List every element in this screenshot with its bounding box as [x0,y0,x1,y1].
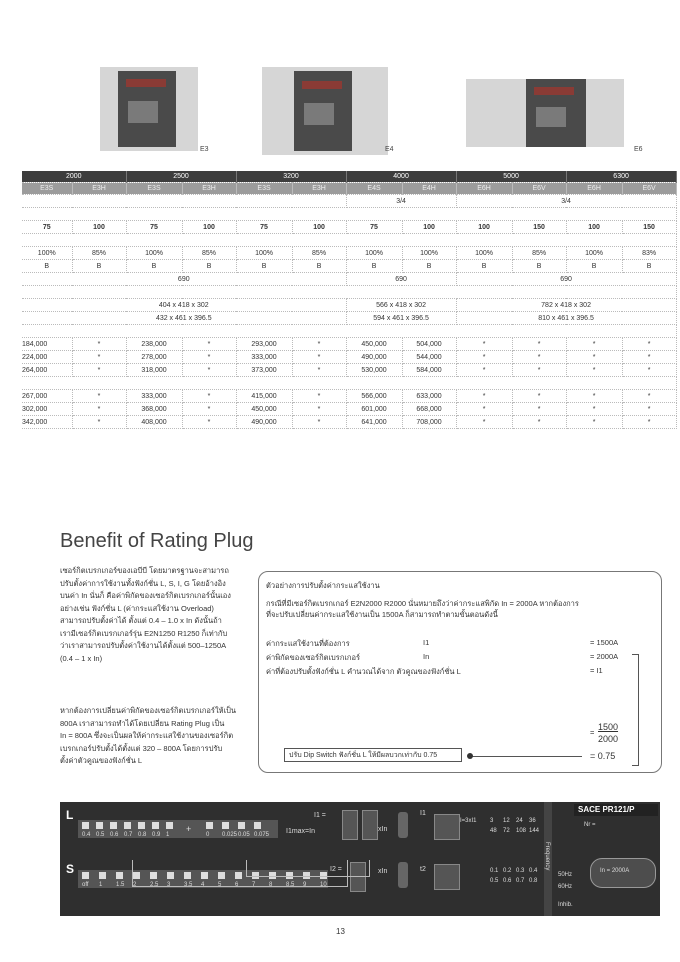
icu-cell: 100 [456,221,512,234]
ics-cell: 100% [346,247,402,260]
dip-switch[interactable] [82,822,89,829]
row3-value: = I1 [590,666,603,675]
price-cell: 504,000 [402,338,456,351]
ics-cell: 83% [622,247,676,260]
cycles-row [22,273,676,286]
blank-row [22,234,676,247]
icu-cell: 75 [126,221,182,234]
s-scale-label: 7 [252,882,256,888]
t1-value-label: 12 [503,818,510,824]
i1-xin-label: xIn [378,826,388,833]
row2-value: = 2000A [590,652,619,661]
paragraph-line: เซอร์กิตเบรกเกอร์ของเอบีบี โดยมาตรฐานจะสามารถ [60,566,229,575]
dip-switch[interactable] [254,822,261,829]
t1-value-label: 72 [503,828,510,834]
price-cell: 302,000 [22,403,72,416]
category-cell: B [236,260,292,273]
dip-switch[interactable] [138,822,145,829]
price-cell: 293,000 [236,338,292,351]
ics-cell: 100% [236,247,292,260]
price-cell: * [292,351,346,364]
poles-cell [22,195,346,208]
dims-fixed-cell: 566 x 418 x 302 [346,299,456,312]
paragraph-line: หากต้องการเปลี่ยนค่าพิกัดของเซอร์กิตเบรกเกอร์ให้เป็น [60,706,237,715]
price-cell: * [72,364,126,377]
price-cell: 408,000 [126,416,182,429]
paragraph-line: ว่าเราสามารถปรับตั้งค่าใช้งานได้ตั้งแต่ 500–1250A [60,641,227,650]
rating-header: 6300 [566,171,676,183]
price-row [22,364,676,377]
category-cell: B [126,260,182,273]
model-header: E3S [22,183,72,195]
icu-cell: 150 [622,221,676,234]
price-cell: 490,000 [236,416,292,429]
category-cell: B [566,260,622,273]
paragraph-line: สามารถปรับตั้งค่าได้ ตั้งแต่ 0.4 – 1.0 x In ดังนั้นถ้า [60,616,222,625]
poles-row [22,195,676,208]
i1-switch-b[interactable] [362,810,378,840]
icu-cell: 150 [512,221,566,234]
row-l-label: L [66,808,74,822]
blank-row [22,377,676,390]
category-cell: B [346,260,402,273]
model-header: E3H [72,183,126,195]
category-cell: B [292,260,346,273]
l-scale-label: 0.6 [110,832,119,838]
ics-cell: 85% [182,247,236,260]
dip-switch-note: ปรับ Dip Switch ฟังก์ชั่น L ให้มีผลบวกเท่ากับ 0.75 [289,752,438,759]
category-cell: B [512,260,566,273]
price-cell: * [566,351,622,364]
price-cell: 368,000 [126,403,182,416]
paragraph-line: 800A เราสามารถทำได้โดยเปลี่ยน Rating Plug เป็น [60,718,225,728]
poles-cell: 3/4 [456,195,676,208]
price-cell: * [622,416,676,429]
i1max-label: I1max=In [286,828,315,835]
dip-switch[interactable] [110,822,117,829]
price-cell: 544,000 [402,351,456,364]
price-cell: * [292,364,346,377]
i1-label: I1 = [314,812,326,819]
dip-switch[interactable] [124,822,131,829]
rating-header: 2500 [126,171,236,183]
model-header: E3S [126,183,182,195]
row1-value: = 1500A [590,638,619,647]
product-image-e4 [262,67,388,155]
price-cell: 601,000 [346,403,402,416]
blank-row [22,208,676,221]
product-image-e6 [466,79,624,147]
blank-cell [22,377,676,390]
row2-symbol: In [423,652,430,661]
icu-cell: 75 [346,221,402,234]
price-cell: 267,000 [22,390,72,403]
icu-cell: 75 [236,221,292,234]
s-scale-label: off [82,882,89,888]
price-cell: 333,000 [236,351,292,364]
category-cell: B [22,260,72,273]
row-s-label: S [66,862,75,876]
l-scale-label: 0.8 [138,832,147,838]
t1-value-label: 108 [516,828,527,834]
l-scale-label: 0.7 [124,832,133,838]
cycles-cell: 690 [22,273,346,286]
price-cell: * [182,403,236,416]
t2-value-label: 0.1 [490,868,499,874]
price-row [22,390,676,403]
i2-label: I2 = [330,866,342,873]
price-cell: * [456,390,512,403]
cycles-cell: 690 [346,273,456,286]
brand-label: SACE PR121/P [578,805,635,814]
s-scale-label: 3.5 [184,882,193,888]
dip-switch[interactable] [222,822,229,829]
ics-cell: 100% [456,247,512,260]
price-cell: 184,000 [22,338,72,351]
t2-value-label: 0.2 [503,868,512,874]
price-cell: * [182,338,236,351]
product-label-e4: E4 [385,146,394,153]
category-cell: B [72,260,126,273]
model-header: E3H [292,183,346,195]
paragraph-line: (0.4 – 1 x In) [60,653,103,663]
category-cell: B [456,260,512,273]
ics-cell: 100% [402,247,456,260]
s-scale-label: 2 [133,882,137,888]
price-cell: * [622,351,676,364]
dip-switch[interactable] [99,872,106,879]
price-row [22,416,676,429]
t2-value-label: 0.3 [516,868,525,874]
fraction-denominator: 2000 [598,734,619,744]
icu-cell: 100 [72,221,126,234]
price-cell: 450,000 [236,403,292,416]
frequency-label: Frequency [544,842,550,871]
s-scale-label: 8 [269,882,273,888]
price-cell: 415,000 [236,390,292,403]
icu-cell: 100 [292,221,346,234]
dims-fixed-row [22,299,676,312]
dip-arrow-line [470,756,582,757]
l-fine-label: 0.05 [238,832,250,838]
t1-switch[interactable] [434,814,460,840]
poles-cell: 3/4 [346,195,456,208]
price-cell: * [182,364,236,377]
dims-fixed-cell: 404 x 418 x 302 [22,299,346,312]
bracket-line [632,654,639,766]
dip-arrow-dot [467,753,473,759]
price-cell: * [456,403,512,416]
model-header-row [22,183,676,195]
nr-label: Nr = [584,822,596,828]
hz-50: 50Hz [558,872,573,878]
l-scale-label: 0.9 [152,832,161,838]
price-cell: 450,000 [346,338,402,351]
paragraph-line: In = 800A ซึ่งจะเป็นผลให้ค่ากระแสใช้งานของเซอร์กิต [60,731,234,740]
model-header: E6H [456,183,512,195]
dip-switch[interactable] [96,822,103,829]
t2-switch[interactable] [434,864,460,890]
ics-cell: 85% [512,247,566,260]
dip-switch[interactable] [116,872,123,879]
price-cell: * [292,338,346,351]
ics-cell: 85% [292,247,346,260]
s-scale-label: 4 [201,882,205,888]
price-cell: * [622,390,676,403]
product-label-e3: E3 [200,146,209,153]
example-heading: ตัวอย่างการปรับตั้งค่ากระแสใช้งาน [266,581,380,590]
paragraph-line: อย่างเช่น ฟังก์ชั่น L (ค่ากระแสใช้งาน Overload) [60,603,214,613]
rating-header: 2000 [22,171,126,183]
i1-right-label: I1 [420,810,426,817]
blank-row [22,286,676,299]
t2-value-label: 0.6 [503,878,512,884]
intro-paragraph [60,565,250,665]
price-cell: * [566,338,622,351]
s-led [398,862,408,888]
model-header: E3H [182,183,236,195]
dims-draw-cell: 810 x 461 x 396.5 [456,312,676,325]
price-cell: * [72,403,126,416]
product-image-e3 [100,67,198,151]
l-led [398,812,408,838]
blank-cell [22,325,676,338]
l-scale-label: 0.4 [82,832,91,838]
rating-header: 4000 [346,171,456,183]
dip-switch[interactable] [238,822,245,829]
price-cell: * [566,416,622,429]
price-cell: 633,000 [402,390,456,403]
fraction-equals: = [590,728,595,737]
paragraph-line: เรามีเซอร์กิตเบรกเกอร์รุ่น E2N1250 R1250 ก็เท่ากับ [60,628,228,638]
section-title: Benefit of Rating Plug [60,530,254,552]
price-row [22,403,676,416]
l-scale-label: 0.5 [96,832,105,838]
price-cell: * [622,364,676,377]
price-cell: * [456,338,512,351]
ics-cell: 100% [566,247,622,260]
dip-switch[interactable] [82,872,89,879]
price-cell: * [292,416,346,429]
price-cell: 318,000 [126,364,182,377]
s-scale-label: 6 [235,882,239,888]
price-cell: 238,000 [126,338,182,351]
price-cell: * [566,364,622,377]
price-cell: * [182,390,236,403]
price-cell: * [512,364,566,377]
l-fine-label: 0.025 [222,832,238,838]
t2-label: t2 [420,866,426,873]
blank-row [22,325,676,338]
plus-sign: + [186,824,192,834]
dip-switch[interactable] [152,822,159,829]
price-cell: 584,000 [402,364,456,377]
dims-draw-cell: 432 x 461 x 396.5 [22,312,346,325]
price-cell: * [566,403,622,416]
row1-label: ค่ากระแสใช้งานที่ต้องการ [266,639,350,648]
price-cell: * [622,403,676,416]
price-cell: * [456,416,512,429]
category-cell: B [402,260,456,273]
s-scale-label: 10 [320,882,327,888]
s-scale-label: 9 [303,882,307,888]
fraction-numerator: 1500 [598,722,619,732]
plug-paragraph [60,705,250,768]
row2-label: ค่าพิกัดของเซอร์กิตเบรกเกอร์ [266,653,361,662]
model-header: E6V [512,183,566,195]
price-cell: * [512,390,566,403]
row3-label: ค่าที่ต้องปรับตั้งฟังก์ชั่น L คำนวณได้จาก ตัวคูณของฟังก์ชั่น L [266,667,461,676]
dims-draw-row [22,312,676,325]
t1-label: I=3xI1 [460,818,477,824]
price-cell: 342,000 [22,416,72,429]
t1-value-label: 48 [490,828,497,834]
price-cell: * [72,390,126,403]
price-cell: * [512,351,566,364]
price-cell: * [512,403,566,416]
category-row [22,260,676,273]
price-cell: * [456,351,512,364]
cycles-cell: 690 [456,273,676,286]
ics-row [22,247,676,260]
price-cell: 373,000 [236,364,292,377]
trip-unit-panel [60,802,660,916]
icu-row [22,221,676,234]
rating-header: 5000 [456,171,566,183]
price-cell: 530,000 [346,364,402,377]
price-cell: * [72,351,126,364]
icu-cell: 75 [22,221,72,234]
connector-line-2 [246,860,370,877]
i1-switch-a[interactable] [342,810,358,840]
ics-cell: 100% [126,247,182,260]
model-header: E4S [346,183,402,195]
s-scale-label: 1.5 [116,882,125,888]
i2-xin-label: xIn [378,868,388,875]
price-cell: * [622,338,676,351]
example-line-1: กรณีที่มีเซอร์กิตเบรกเกอร์ E2N2000 R2000 นั่นหมายถึงว่าค่ากระแสพิกัด In = 2000A หากต้องการ [266,599,579,608]
icu-cell: 100 [402,221,456,234]
price-cell: 490,000 [346,351,402,364]
icu-cell: 100 [182,221,236,234]
rating-header: 3200 [236,171,346,183]
inhibit-label: Inhib. [558,902,573,908]
model-header: E3S [236,183,292,195]
l-scale-label: 1 [166,832,170,838]
l-fine-label: 0 [206,832,210,838]
model-header: E6V [622,183,676,195]
l-fine-label: 0.075 [254,832,270,838]
spec-table [22,171,677,429]
row1-symbol: I1 [423,638,430,647]
t2-value-label: 0.7 [516,878,525,884]
paragraph-line: ตั้งค่าตัวคูณของฟังก์ชั่น L [60,756,143,765]
t1-value-label: 24 [516,818,523,824]
blank-cell [22,286,676,299]
blank-cell [22,234,676,247]
ics-cell: 100% [22,247,72,260]
product-label-e6: E6 [634,146,643,153]
t1-value-label: 36 [529,818,536,824]
blank-cell [22,208,676,221]
paragraph-line: ปรับตั้งค่าการใช้งานทั้งฟังก์ชั่น L, S, I, G โดยอ้างอิง [60,578,226,588]
t2-value-label: 0.8 [529,878,538,884]
price-cell: * [292,403,346,416]
price-cell: * [456,364,512,377]
price-cell: * [182,351,236,364]
dip-switch[interactable] [206,822,213,829]
rating-plug-label: In = 2000A [600,868,630,874]
price-cell: 641,000 [346,416,402,429]
price-cell: 708,000 [402,416,456,429]
price-cell: 668,000 [402,403,456,416]
dims-fixed-cell: 782 x 418 x 302 [456,299,676,312]
paragraph-line: เบรกเกอร์ปรับตั้งได้ตั้งแต่ 320 – 800A โดยการปรับ [60,743,223,753]
price-cell: * [292,390,346,403]
price-cell: 224,000 [22,351,72,364]
model-header: E6H [566,183,622,195]
dims-draw-cell: 594 x 461 x 396.5 [346,312,456,325]
price-cell: * [512,416,566,429]
s-scale-label: 2.5 [150,882,159,888]
category-cell: B [182,260,236,273]
price-cell: 278,000 [126,351,182,364]
price-cell: * [72,416,126,429]
price-cell: * [182,416,236,429]
price-row [22,351,676,364]
paragraph-line: บนค่า In นั่นก็ คือค่าพิกัดของเซอร์กิตเบรกเกอร์นั้นเอง [60,591,231,600]
price-cell: * [566,390,622,403]
t2-value-label: 0.4 [529,868,538,874]
example-line-2: ที่จะปรับเปลี่ยนค่ากระแสใช้งานเป็น 1500A ก็สามารถทำตามขั้นตอนดังนี้ [266,610,498,619]
result-value: = 0.75 [590,751,616,761]
price-cell: 264,000 [22,364,72,377]
price-row [22,338,676,351]
price-cell: * [512,338,566,351]
s-scale-label: 5 [218,882,222,888]
category-cell: B [622,260,676,273]
price-cell: * [72,338,126,351]
rating-header-row [22,171,676,183]
page-number: 13 [336,927,345,936]
t1-value-label: 144 [529,828,540,834]
hz-60: 60Hz [558,884,573,890]
s-scale-label: 1 [99,882,103,888]
t1-value-label: 3 [490,818,494,824]
t2-value-label: 0.5 [490,878,499,884]
icu-cell: 100 [566,221,622,234]
price-cell: 333,000 [126,390,182,403]
model-header: E4H [402,183,456,195]
s-scale-label: 8.5 [286,882,295,888]
dip-switch[interactable] [166,822,173,829]
price-cell: 566,000 [346,390,402,403]
ics-cell: 85% [72,247,126,260]
s-scale-label: 3 [167,882,171,888]
